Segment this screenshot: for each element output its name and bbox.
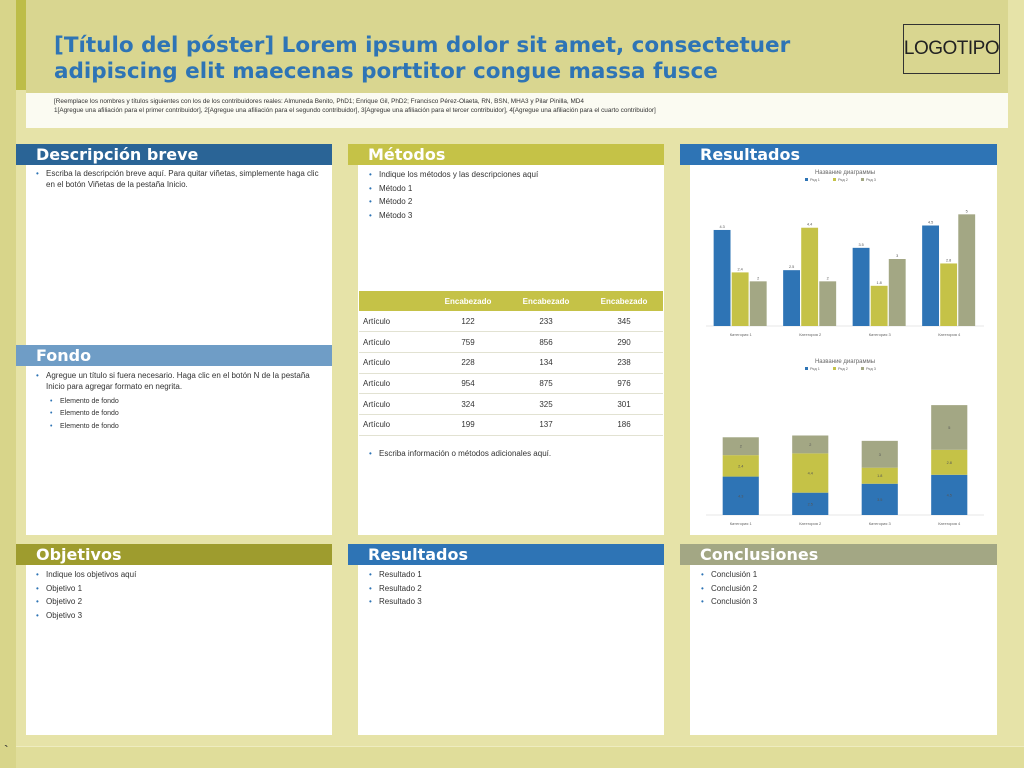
- table-cell[interactable]: Artículo: [359, 414, 429, 435]
- list-item: • Método 3: [367, 209, 657, 223]
- bar: [889, 259, 906, 326]
- heading-tick: [16, 544, 26, 565]
- heading-tick: [680, 144, 690, 165]
- bar: [750, 281, 767, 326]
- data-label: 2.5: [788, 265, 795, 270]
- table-row: [359, 394, 663, 415]
- legend-label: Ряд 3: [866, 367, 876, 371]
- list-item: • Objetivo 2: [34, 595, 324, 609]
- data-label: 2.4: [738, 464, 744, 469]
- list-item: • Método 1: [367, 182, 657, 196]
- data-label: 3: [878, 452, 881, 457]
- table-header-cell: Encabezado: [507, 291, 585, 311]
- category-label: Категория 1: [729, 521, 752, 526]
- bar: [714, 230, 731, 326]
- conclusiones-heading-text: Conclusiones: [700, 545, 819, 564]
- list-item: • Escriba información o métodos adicionales aquí.: [367, 447, 657, 461]
- list-subitem: • Elemento de fondo: [34, 396, 326, 408]
- resultados-bottom-heading[interactable]: [358, 544, 664, 565]
- table-cell[interactable]: 325: [507, 394, 585, 415]
- category-label: Категория 2: [799, 521, 822, 526]
- table-cell[interactable]: 134: [507, 352, 585, 373]
- table-cell[interactable]: Artículo: [359, 394, 429, 415]
- bar: [940, 263, 957, 326]
- resultados-top-heading[interactable]: [690, 144, 997, 165]
- poster-title-line-1: [Título del póster] Lorem ipsum dolor sit amet, consectetuer: [54, 33, 791, 58]
- data-label: 4.5: [946, 493, 952, 498]
- list-subitem: • Elemento de fondo: [34, 421, 326, 433]
- table-cell[interactable]: 324: [429, 394, 507, 415]
- data-label: 4.3: [738, 494, 744, 499]
- legend-label: Ряд 1: [810, 367, 820, 371]
- data-label: 5: [965, 209, 968, 214]
- list-item: • Conclusión 3: [699, 595, 989, 609]
- table-row: [359, 373, 663, 394]
- data-label: 2.8: [946, 258, 952, 263]
- table-cell[interactable]: 290: [585, 332, 663, 353]
- category-label: Категория 4: [938, 521, 961, 526]
- list-item: • Resultado 3: [367, 595, 657, 609]
- data-label: 4.5: [927, 220, 934, 225]
- metodos-bullets[interactable]: [367, 168, 657, 222]
- legend-swatch: [833, 367, 836, 370]
- table-header-cell: Encabezado: [585, 291, 663, 311]
- bar: [783, 270, 800, 326]
- data-label: 1.8: [876, 280, 882, 285]
- data-label: 2: [739, 444, 742, 449]
- table-cell[interactable]: 875: [507, 373, 585, 394]
- metodos-extra[interactable]: [367, 447, 657, 461]
- table-cell[interactable]: Artículo: [359, 332, 429, 353]
- logo-placeholder[interactable]: LOGOTIPO: [903, 24, 1000, 74]
- table-cell[interactable]: 856: [507, 332, 585, 353]
- data-label: 3.5: [858, 242, 864, 247]
- table-cell[interactable]: 199: [429, 414, 507, 435]
- fondo-heading-text: Fondo: [36, 346, 92, 365]
- list-subitem: • Elemento de fondo: [34, 408, 326, 420]
- data-label: 4.4: [807, 471, 813, 476]
- bar: [819, 281, 836, 326]
- legend-label: Ряд 2: [838, 178, 848, 182]
- list-item: • Conclusión 1: [699, 568, 989, 582]
- footer-bar: [16, 746, 1024, 768]
- data-label: 2.8: [946, 460, 952, 465]
- resultados-top-heading-text: Resultados: [700, 145, 800, 164]
- table-cell[interactable]: Artículo: [359, 373, 429, 394]
- heading-tick: [348, 544, 358, 565]
- stacked-bar-chart-svg: [698, 355, 992, 529]
- data-label: 4.3: [719, 224, 725, 229]
- objetivos-bullets[interactable]: [34, 568, 324, 622]
- chart-title: Название диаграммы: [814, 359, 876, 365]
- table-cell[interactable]: 345: [585, 311, 663, 332]
- fondo-bullets[interactable]: [34, 371, 326, 433]
- data-label: 3: [896, 254, 899, 258]
- category-label: Категория 1: [729, 332, 752, 337]
- list-item: • Método 2: [367, 195, 657, 209]
- table-cell[interactable]: 238: [585, 352, 663, 373]
- table-row: [359, 332, 663, 353]
- legend-swatch: [861, 367, 864, 370]
- list-item: • Indique los métodos y las descripciones aquí: [367, 168, 657, 182]
- bar: [871, 286, 888, 326]
- list-item: • Escriba la descripción breve aquí. Para quitar viñetas, simplemente haga clic en el botón Viñetas de la pestaña Inicio.: [34, 169, 324, 190]
- list-item: • Conclusión 2: [699, 582, 989, 596]
- list-item: • Agregue un título si fuera necesario. Haga clic en el botón N de la pestaña Inicio para agregar formato en negrita.: [34, 371, 326, 392]
- legend-swatch: [861, 178, 864, 181]
- descripcion-heading-text: Descripción breve: [36, 145, 199, 164]
- descripcion-heading[interactable]: [26, 144, 332, 165]
- heading-tick: [16, 144, 26, 165]
- legend-swatch: [805, 367, 808, 370]
- clustered-bar-chart-svg: [698, 166, 992, 340]
- poster-title[interactable]: [54, 33, 874, 85]
- table-header-row: [359, 291, 663, 311]
- table-cell[interactable]: 122: [429, 311, 507, 332]
- legend-swatch: [833, 178, 836, 181]
- metodos-heading[interactable]: [358, 144, 664, 165]
- authors-affiliations[interactable]: [54, 97, 994, 115]
- footer-mark: `: [4, 742, 9, 758]
- table-cell[interactable]: 228: [429, 352, 507, 373]
- list-item: • Indique los objetivos aquí: [34, 568, 324, 582]
- data-label: 1.8: [877, 474, 883, 479]
- results-chart-stacked[interactable]: [698, 355, 992, 529]
- bar: [801, 228, 818, 326]
- table-row: [359, 414, 663, 435]
- results-chart-clustered[interactable]: [698, 166, 992, 340]
- heading-tick: [680, 544, 690, 565]
- table-row: [359, 311, 663, 332]
- table-cell[interactable]: 954: [429, 373, 507, 394]
- table-cell[interactable]: 759: [429, 332, 507, 353]
- category-label: Категория 3: [868, 332, 891, 337]
- legend-label: Ряд 2: [838, 367, 848, 371]
- table-cell[interactable]: Artículo: [359, 311, 429, 332]
- list-item: • Resultado 2: [367, 582, 657, 596]
- affiliations-line: 1[Agregue una afiliación para el primer contribuidor], 2[Agregue una afiliación para el segundo contribuidor], 3[Agregue una afiliación para el tercer contribuidor], 4[Agregue una afiliación para el cuarto contribuidor]: [54, 107, 656, 114]
- list-item: • Resultado 1: [367, 568, 657, 582]
- data-label: 2: [826, 276, 829, 281]
- table-cell[interactable]: 137: [507, 414, 585, 435]
- chart-title: Название диаграммы: [814, 170, 876, 176]
- resultados-bottom-heading-text: Resultados: [368, 545, 468, 564]
- legend-label: Ряд 3: [866, 178, 876, 182]
- header-accent-bar: [16, 0, 26, 90]
- data-label: 5: [948, 425, 951, 430]
- category-label: Категория 4: [938, 332, 961, 337]
- conclusiones-heading[interactable]: [690, 544, 997, 565]
- table-cell[interactable]: 301: [585, 394, 663, 415]
- category-label: Категория 2: [799, 332, 822, 337]
- legend-swatch: [805, 178, 808, 181]
- data-label: 3.5: [877, 497, 883, 502]
- data-label: 2.4: [737, 267, 743, 272]
- data-label: 2: [809, 442, 812, 447]
- list-item: • Objetivo 1: [34, 582, 324, 596]
- heading-tick: [348, 144, 358, 165]
- data-label: 2: [757, 276, 760, 281]
- objetivos-heading-text: Objetivos: [36, 545, 122, 564]
- list-item: • Objetivo 3: [34, 609, 324, 623]
- objetivos-heading[interactable]: [26, 544, 332, 565]
- table-cell[interactable]: 976: [585, 373, 663, 394]
- methods-table[interactable]: [359, 291, 663, 436]
- data-label: 2.5: [807, 502, 813, 507]
- bar: [922, 226, 939, 327]
- table-cell[interactable]: 233: [507, 311, 585, 332]
- bar: [853, 248, 870, 326]
- legend-label: Ряд 1: [810, 178, 820, 182]
- heading-tick: [16, 345, 26, 366]
- bar: [958, 214, 975, 326]
- poster-title-line-2: adipiscing elit maecenas porttitor congue massa fusce: [54, 59, 718, 84]
- category-label: Категория 3: [868, 521, 891, 526]
- data-label: 4.4: [807, 222, 813, 227]
- fondo-heading[interactable]: [26, 345, 332, 366]
- bar: [732, 272, 749, 326]
- conclusiones-bullets[interactable]: [699, 568, 989, 609]
- table-cell[interactable]: 186: [585, 414, 663, 435]
- table-header-cell: Encabezado: [429, 291, 507, 311]
- table-row: [359, 352, 663, 373]
- table-header-cell: [359, 291, 429, 311]
- resultados-bullets[interactable]: [367, 568, 657, 609]
- descripcion-bullets[interactable]: [34, 169, 324, 190]
- left-rail: [0, 0, 16, 768]
- authors-line: [Reemplace los nombres y títulos siguientes con los de los contribuidores reales: Almuneda Benito, PhD1; Enrique Gil, PhD2; Francisco Pérez-Olaeta, RN, BSN, MHA3 y Pilar Pinilla, MD4: [54, 98, 584, 105]
- table-cell[interactable]: Artículo: [359, 352, 429, 373]
- metodos-heading-text: Métodos: [368, 145, 446, 164]
